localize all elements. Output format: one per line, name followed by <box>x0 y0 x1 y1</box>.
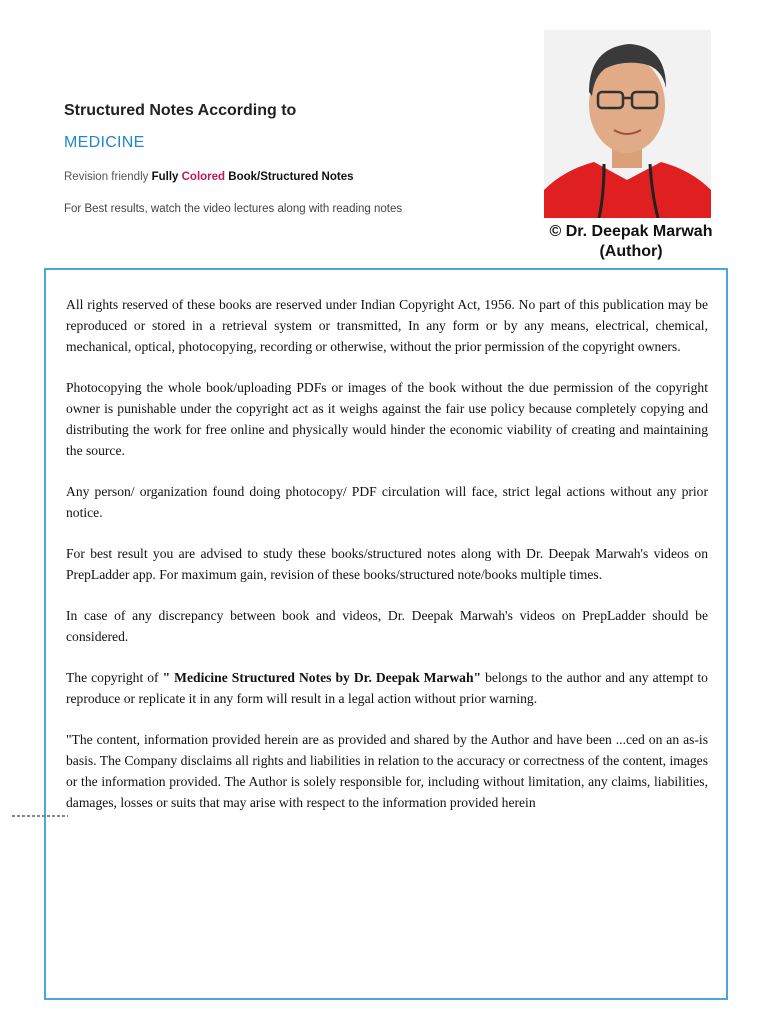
author-photo <box>544 30 711 218</box>
copyright-before: The copyright of <box>66 670 163 685</box>
scan-mark <box>12 815 68 817</box>
tagline-part2: Fully <box>151 171 182 183</box>
notice-body <box>66 294 708 833</box>
tagline <box>64 171 354 183</box>
rights-paragraph: All rights reserved of these books are reserved under Indian Copyright Act, 1956. No part of this publication may be reproduced or stored in a retrieval system or transmitted, In any form or by any means, electrical, chemical, mechanical, optical, photocopying, recording or otherwise, without the prior permission of the copyright owners. <box>66 297 708 354</box>
disclaimer-paragraph: "The content, information provided herein are as provided and shared by the Author and have been ...ced on an as-is basis. The Company disclaims all rights and liabilities in relation to the accuracy or correctness of the content, images or the information provided. The Author is solely responsible for, including without limitation, any claims, liabilities, damages, losses or suits that may arise with respect to the information provided herein <box>66 732 708 810</box>
author-name: © Dr. Deepak Marwah <box>549 223 713 240</box>
photocopy-paragraph: Photocopying the whole book/uploading PDFs or images of the book without the due permission of the copyright owner is punishable under the copyright act as it weighs against the fair use policy because completely copying and distributing the work for free online and physically would hinder the economic viability of creating and maintaining the source. <box>66 380 708 458</box>
author-caption <box>531 222 731 262</box>
legal-action-paragraph: Any person/ organization found doing photocopy/ PDF circulation will face, strict legal actions without any prior notice. <box>66 484 708 520</box>
tagline-part1: Revision friendly <box>64 171 152 183</box>
tagline-part3: Colored <box>181 171 226 183</box>
copyright-title: " Medicine Structured Notes by Dr. Deepak Marwah" <box>162 670 482 685</box>
author-role: (Author) <box>599 243 663 260</box>
study-advice-paragraph: For best result you are advised to study these books/structured notes along with Dr. Deepak Marwah's videos on PrepLadder app. For maximum gain, revision of these books/structured note/books multiple times. <box>66 546 708 582</box>
subject-heading: MEDICINE <box>64 134 145 151</box>
copyright-after: belongs to the author and any attempt to reproduce or replicate it in any form will result in a legal action without prior warning. <box>66 670 708 706</box>
tagline-part4: Book/Structured Notes <box>225 171 354 183</box>
header-title: Structured Notes According to <box>64 102 297 119</box>
reading-note: For Best results, watch the video lectures along with reading notes <box>64 203 403 215</box>
copyright-paragraph <box>66 667 708 709</box>
discrepancy-paragraph: In case of any discrepancy between book and videos, Dr. Deepak Marwah's videos on PrepLadder should be considered. <box>66 608 708 644</box>
